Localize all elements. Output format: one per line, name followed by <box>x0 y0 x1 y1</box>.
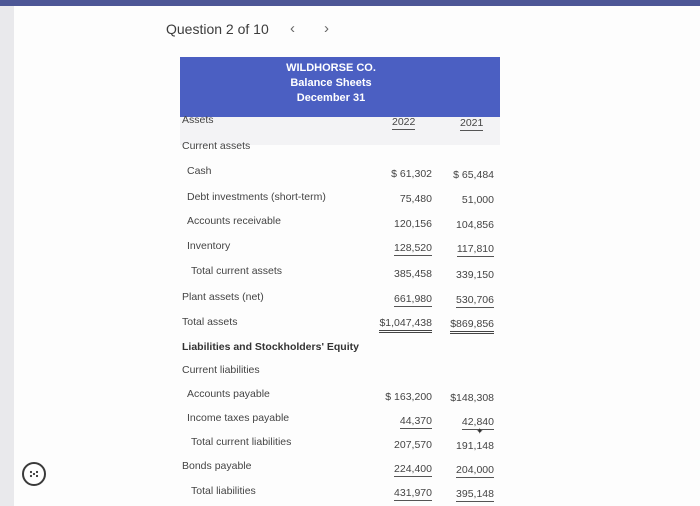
accounts-receivable-2021: 104,856 <box>456 219 494 231</box>
debt-investments-label: Debt investments (short-term) <box>187 191 326 203</box>
balance-sheet-header <box>180 57 500 117</box>
total-current-liabilities-2022: 207,570 <box>394 439 432 451</box>
total-current-assets-2021: 339,150 <box>456 269 494 281</box>
cursor-icon: ✦ <box>476 426 484 436</box>
total-current-assets-2022: 385,458 <box>394 268 432 280</box>
income-taxes-payable-2022: 44,370 <box>399 415 432 427</box>
inventory-label: Inventory <box>187 240 231 252</box>
total-assets-2022: $1,047,438 <box>379 317 432 333</box>
total-current-liabilities-2021: 191,148 <box>456 440 494 452</box>
total-liabilities-label: Total liabilities <box>191 485 256 497</box>
column-2021: 2021 <box>460 117 484 129</box>
cash-2021: $ 65,484 <box>453 169 494 181</box>
cash-2022: $ 61,302 <box>391 168 432 180</box>
debt-investments-2021: 51,000 <box>461 194 494 206</box>
question-page <box>14 6 700 506</box>
accounts-receivable-2022: 120,156 <box>394 218 432 230</box>
total-assets-label: Total assets <box>182 316 238 328</box>
total-liabilities-2022: 431,970 <box>394 487 432 499</box>
accounts-receivable-label: Accounts receivable <box>187 215 281 227</box>
inventory-2021: 117,810 <box>456 243 494 255</box>
next-question-icon[interactable]: › <box>324 20 329 37</box>
previous-question-icon[interactable]: ‹ <box>290 20 295 37</box>
bonds-payable-2021: 204,000 <box>456 464 494 476</box>
current-liabilities-label: Current liabilities <box>182 364 260 376</box>
column-2022: 2022 <box>392 116 416 128</box>
total-assets-2021: $869,856 <box>450 318 494 334</box>
statement-date: December 31 <box>296 92 366 104</box>
bonds-payable-2022: 224,400 <box>394 463 432 475</box>
income-taxes-payable-2021: 42,840 <box>461 416 494 428</box>
accounts-payable-2021: $148,308 <box>450 392 494 404</box>
plant-assets-2022: 661,980 <box>394 293 432 305</box>
cash-label: Cash <box>187 165 212 177</box>
income-taxes-payable-label: Income taxes payable <box>187 412 290 424</box>
accounts-payable-2022: $ 163,200 <box>385 391 432 403</box>
statement-name: Balance Sheets <box>290 77 372 89</box>
accounts-payable-label: Accounts payable <box>187 388 270 400</box>
question-title: Question 2 of 10 <box>166 21 269 37</box>
company-name: WILDHORSE CO. <box>286 62 376 74</box>
liabilities-equity-heading: Liabilities and Stockholders' Equity <box>182 341 359 353</box>
inventory-2022: 128,520 <box>394 242 432 254</box>
assets-heading: Assets <box>182 114 214 126</box>
current-assets-label: Current assets <box>182 140 251 152</box>
plant-assets-2021: 530,706 <box>456 294 494 306</box>
debt-investments-2022: 75,480 <box>399 193 432 205</box>
accessibility-icon[interactable] <box>22 462 46 486</box>
bonds-payable-label: Bonds payable <box>182 460 252 472</box>
total-liabilities-2021: 395,148 <box>456 488 494 500</box>
plant-assets-label: Plant assets (net) <box>182 291 264 303</box>
total-current-liabilities-label: Total current liabilities <box>191 436 292 448</box>
total-current-assets-label: Total current assets <box>191 265 283 277</box>
